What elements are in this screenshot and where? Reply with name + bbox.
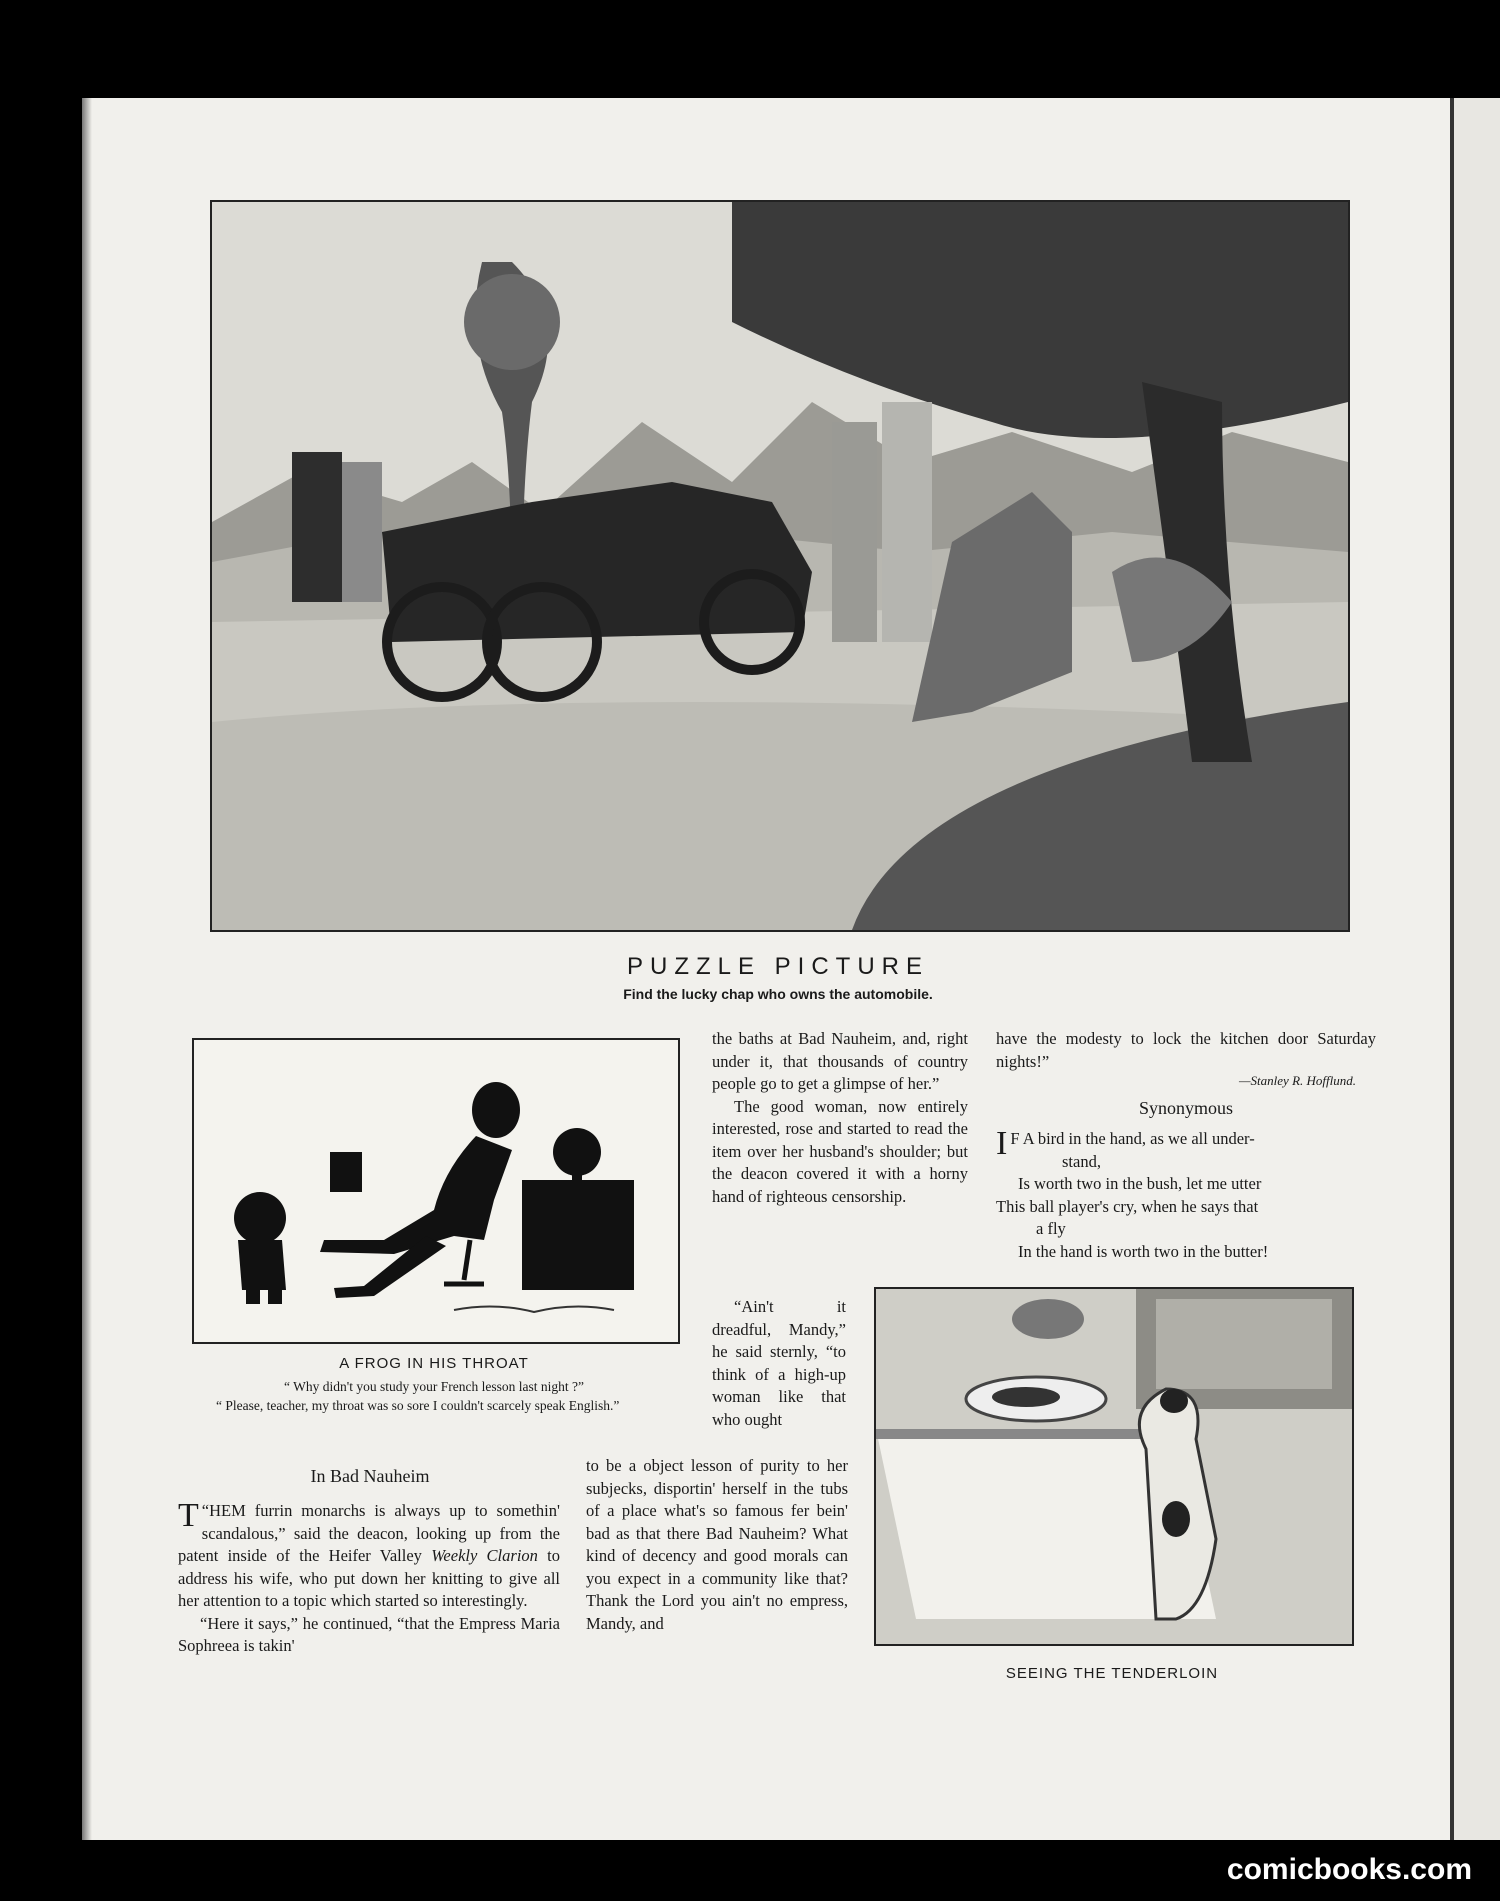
- seeing-the-tenderloin-illustration: [874, 1287, 1354, 1646]
- frog-caption-line1: “ Why didn't you study your French lesson last night ?”: [284, 1379, 584, 1394]
- nauheim-column-1: [178, 1497, 561, 1658]
- nauheim-column-2-narrow: [712, 1296, 846, 1431]
- dropcap-i: I: [996, 1125, 1008, 1162]
- nauheim-paragraph-3: the baths at Bad Nauheim, and, right under it, that thousands of country people go to get a glimpse of her.”: [712, 1029, 968, 1093]
- nauheim-signature: —Stanley R. Hofflund.: [1239, 1073, 1356, 1088]
- poem-line-3b: a fly: [1036, 1219, 1066, 1238]
- dropcap-t: T: [178, 1497, 199, 1534]
- nauheim-paragraph-1: “ T HEM furrin monarchs is always up to somethin' scandalous,” said the deacon, looking up from the patent inside of the Heifer Valley Weekly Clarion to address his wife, who put down her knitting to give all her attention to a topic which started so interestingly.: [178, 1497, 561, 1610]
- puzzle-picture-subtitle: Find the lucky chap who owns the automobile.: [623, 986, 933, 1002]
- watermark: comicbooks.com: [1226, 1853, 1472, 1886]
- puzzle-picture-illustration: [210, 200, 1350, 932]
- frog-caption-line2: “ Please, teacher, my throat was so sore I couldn't scarcely speak English.”: [216, 1398, 620, 1413]
- frog-in-throat-illustration: [192, 1038, 680, 1344]
- facing-page-edge: [1450, 98, 1500, 1840]
- synonymous-poem: [996, 1125, 1376, 1263]
- nauheim-paragraph-5: “Ain't it dreadful, Mandy,” he said sternly, “to think of a high-up woman like that who ought: [712, 1297, 846, 1429]
- gutter-shadow: [82, 98, 92, 1840]
- puzzle-picture-title: PUZZLE PICTURE: [626, 953, 930, 980]
- poem-line-1b: stand,: [1062, 1151, 1101, 1171]
- poem-line-2: Is worth two in the bush, let me utter: [1018, 1174, 1262, 1193]
- synonymous-heading: Synonymous: [1138, 1098, 1234, 1118]
- nauheim-column-3: [996, 1028, 1376, 1073]
- nauheim-paragraph-7: have the modesty to lock the kitchen door Saturday nights!”: [996, 1029, 1376, 1071]
- poem-line-1: I F A bird in the hand, as we all under-: [996, 1125, 1255, 1162]
- nauheim-paragraph-6: to be a object lesson of purity to her subjecks, disportin' herself in the tubs of a place what's so famous fer bein' bad as that there Bad Nauheim? What kind of decency and good morals can you expect in a community like that? Thank the Lord you ain't no empress, Mandy, and: [586, 1456, 848, 1633]
- tenderloin-caption: SEEING THE TENDERLOIN: [1005, 1665, 1219, 1682]
- poem-line-4: In the hand is worth two in the butter!: [1018, 1241, 1269, 1261]
- nauheim-heading: In Bad Nauheim: [310, 1466, 430, 1486]
- frog-caption-title: A FROG IN HIS THROAT: [339, 1355, 529, 1372]
- nauheim-paragraph-4: The good woman, now entirely interested, rose and started to read the item over her husband's shoulder; but the deacon covered it with a horny hand of righteous censorship.: [712, 1096, 968, 1206]
- nauheim-paragraph-2: “Here it says,” he continued, “that the Empress Maria Sophreea is takin': [178, 1613, 560, 1655]
- poem-line-3: This ball player's cry, when he says that: [996, 1196, 1259, 1216]
- nauheim-column-2-bottom: [586, 1455, 848, 1635]
- nauheim-column-2-top: [712, 1028, 968, 1208]
